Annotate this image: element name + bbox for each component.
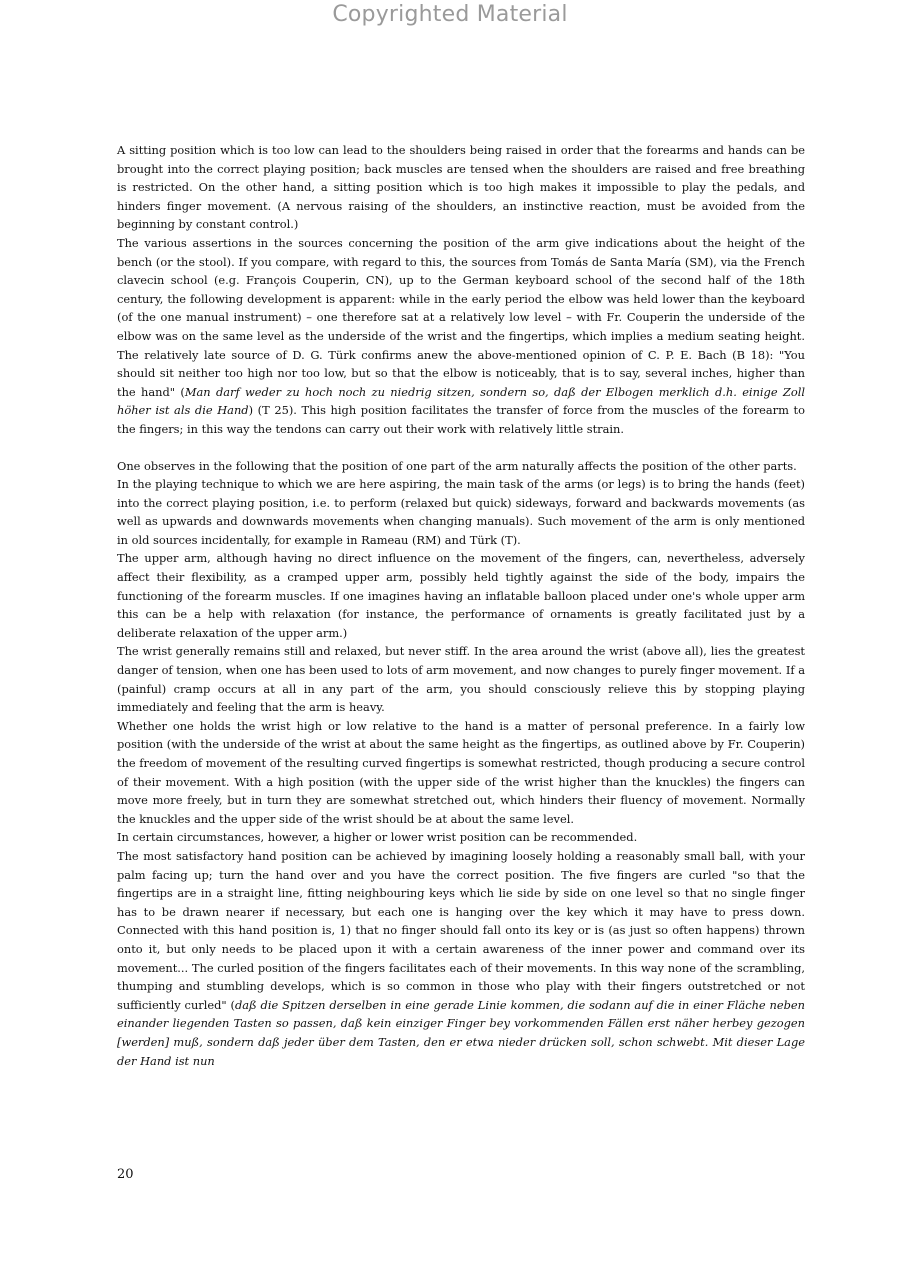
paragraph-6	[117, 642, 805, 716]
paragraph-9	[117, 847, 805, 1070]
page-body	[117, 141, 805, 1070]
paragraph-2-tail: ) (T 25). This high position facilitates the transfer of force from the muscles of the forearm to the fingers; in this way the tendons can carry out their work with relatively little strain.	[117, 403, 805, 436]
paragraph-4	[117, 475, 805, 549]
paragraph-1	[117, 141, 805, 234]
paragraph-9-german-quote: daß die Spitzen derselben in eine gerade Linie kommen, die sodann auf die in einer Fläche neben einander liegenden Tasten so passen, daß kein einziger Finger bey vorkommenden Fällen erst näher herbey gezogen [werden] muß, sondern daß jeder über dem Tasten, den er etwa nieder drücken soll, schon schwebt. Mit dieser Lage der Hand ist nun	[117, 997, 805, 1068]
copyright-watermark: Copyrighted Material	[332, 2, 568, 27]
paragraph-7-text: Whether one holds the wrist high or low relative to the hand is a matter of personal preference. In a fairly low position (with the underside of the wrist at about the same height as the fingertips, as outlined above by Fr. Couperin) the freedom of movement of the resulting curved fingertips is somewhat restricted, though producing a secure control of their movement. With a high position (with the upper side of the wrist higher than the knuckles) the fingers can move more freely, but in turn they are somewhat stretched out, which hinders their fluency of movement. Normally the knuckles and the upper side of the wrist should be at about the same level.	[117, 718, 805, 826]
paragraph-2-german-quote: Man darf weder zu hoch noch zu niedrig sitzen, sondern so, daß der Elbogen merklich d.h. einige Zoll höher ist als die Hand	[117, 384, 805, 418]
paragraph-4-text: In the playing technique to which we are here aspiring, the main task of the arms (or legs) is to bring the hands (feet) into the correct playing position, i.e. to perform (relaxed but quick) sideways, forward and backwards movements (as well as upwards and downwards movements when changing manuals). Such movement of the arm is only mentioned in old sources incidentally, for example in Rameau (RM) and Türk (T).	[117, 477, 805, 547]
paragraph-6-text: The wrist generally remains still and relaxed, but never stiff. In the area around the wrist (above all), lies the greatest danger of tension, when one has been used to lots of arm movement, and now changes to purely finger movement. If a (painful) cramp occurs at all in any part of the arm, you should consciously relieve this by stopping playing immediately and feeling that the arm is heavy.	[117, 644, 805, 715]
page-number: 20	[117, 1167, 134, 1182]
paragraph-5-text: The upper arm, although having no direct influence on the movement of the fingers, can, nevertheless, adversely affect their flexibility, as a cramped upper arm, possibly held tightly against the side of the body, impairs the functioning of the forearm muscles. If one imagines having an inflatable balloon placed under one's whole upper arm this can be a help with relaxation (for instance, the performance of ornaments is greatly facilitated just by a deliberate relaxation of the upper arm.)	[117, 551, 805, 640]
paragraph-3	[117, 457, 805, 476]
paragraph-2-text: The various assertions in the sources concerning the position of the arm give indications about the height of the bench (or the stool). If you compare, with regard to this, the sources from Tomás de Santa María (SM), via the French clavecin school (e.g. François Couperin, CN), up to the German keyboard school of the second half of the 18th century, the following development is apparent: while in the early period the elbow was held lower than the keyboard (of the one manual instrument) – one therefore sat at a relatively low level – with Fr. Couperin the underside of the elbow was on the same level as the underside of the wrist and the fingertips, which implies a medium seating height. The relatively late source of D. G. Türk confirms anew the above-mentioned opinion of C. P. E. Bach (B 18): "You should sit neither too high nor too low, but so that the elbow is noticeably, that is to say, several inches, higher than the hand" (	[117, 235, 805, 399]
paragraph-5	[117, 549, 805, 642]
paragraph-3-text: One observes in the following that the position of one part of the arm naturally affects the position of the other parts.	[117, 458, 797, 473]
paragraph-1-text: A sitting position which is too low can lead to the shoulders being raised in order that the forearms and hands can be brought into the correct playing position; back muscles are tensed when the shoulders are raised and free breathing is restricted. On the other hand, a sitting position which is too high makes it impossible to play the pedals, and hinders finger movement. (A nervous raising of the shoulders, an instinctive reaction, must be avoided from the beginning by constant control.)	[117, 143, 805, 232]
paragraph-8-text: In certain circumstances, however, a higher or lower wrist position can be recommended.	[117, 830, 638, 845]
paragraph-2	[117, 234, 805, 439]
paragraph-8	[117, 828, 805, 847]
paragraph-7	[117, 717, 805, 829]
paragraph-9-text: The most satisfactory hand position can be achieved by imagining loosely holding a reasonably small ball, with your palm facing up; turn the hand over and you have the correct position. The five fingers are curled "so that the fingertips are in a straight line, fitting neighbouring keys which lie side by side on one level so that no single finger has to be drawn nearer if necessary, but each one is hanging over the key which it may have to press down. Connected with this hand position is, 1) that no finger should fall onto its key or is (as just so often happens) thrown onto it, but only needs to be placed upon it with a certain awareness of the inner power and command over its movement... The curled position of the fingers facilitates each of their movements. In this way none of the scrambling, thumping and stumbling develops, which is so common in those who play with their fingers outstretched or not sufficiently curled" (	[117, 848, 805, 1012]
